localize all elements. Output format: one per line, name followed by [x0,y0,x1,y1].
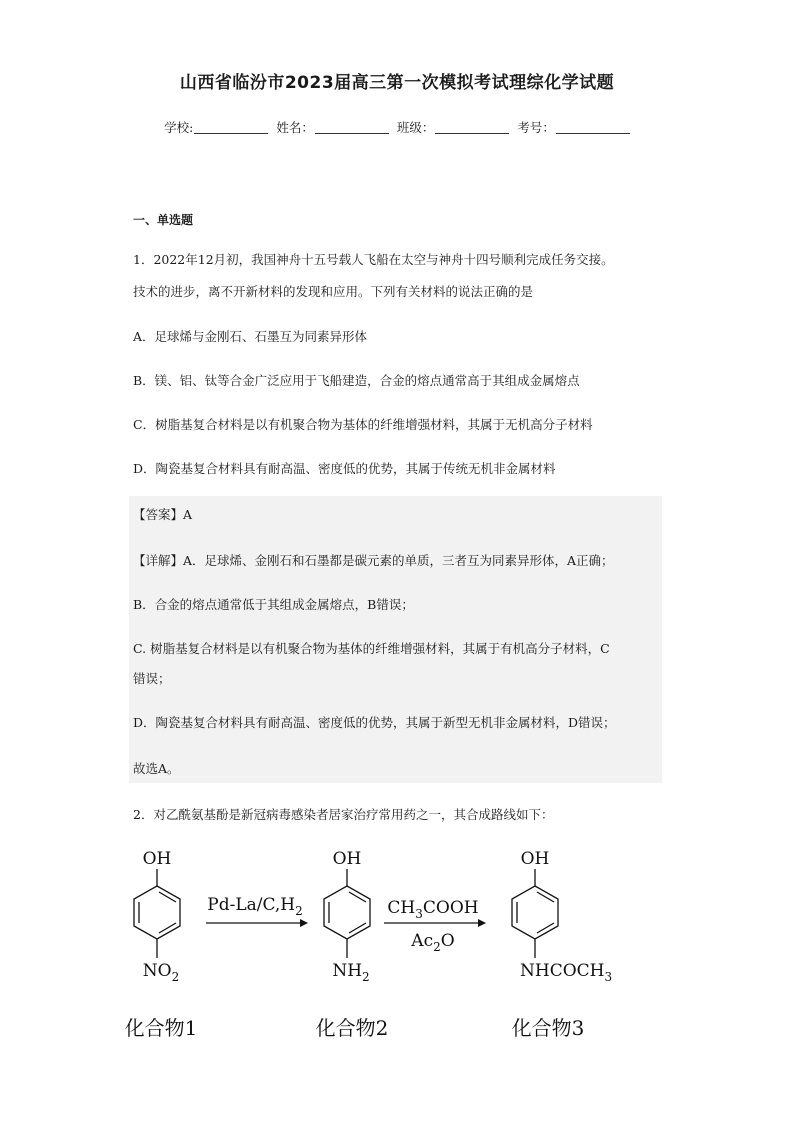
q1-stem-line-1: 1．2022年12月初，我国神舟十五号载人飞船在太空与神舟十四号顺利完成任务交接。 [133,252,614,267]
reagent-1-label: $Pd-La/C,H_2$ [207,895,303,918]
compound-2-double-bond-b [349,892,366,902]
reagent-2-bottom-label: $Ac_2O$ [411,931,455,954]
compound-3-double-bond-c [537,923,554,933]
exam-no-field[interactable] [517,118,630,136]
compound-1-double-bond-b [159,892,176,902]
reagent-2-top-label: $CH_3COOH$ [387,898,479,921]
compound-1-no2-label: $NO_2$ [142,961,180,984]
compound-2-oh-label: OH [332,849,362,869]
exam-no-blank[interactable] [556,121,630,134]
q1-detail-a: 【详解】A．足球烯、金刚石和石墨都是碳元素的单质，三者互为同素异形体，A正确； [133,553,614,568]
arrow-1-head [300,919,308,927]
school-field[interactable] [164,118,268,136]
compound-2-label: 化合物2 [315,1016,389,1040]
compound-3-benzene-ring [512,886,558,939]
exam-no-label: 考号： [517,120,555,135]
q1-detail-c-line-1: C. 树脂基复合材料是以有机聚合物为基体的纤维增强材料，其属于有机高分子材料，C [133,641,610,656]
reaction-arrow-1 [206,895,308,927]
q2-stem: 2．对乙酰氨基酚是新冠病毒感染者居家治疗常用药之一，其合成路线如下： [133,807,554,822]
q1-option-c: C．树脂基复合材料是以有机聚合物为基体的纤维增强材料，其属于无机高分子材料 [133,417,593,432]
q1-conclusion: 故选A。 [133,761,180,776]
class-label: 班级： [396,120,435,135]
compound-3-double-bond-b [537,892,554,902]
class-blank[interactable] [435,121,509,134]
q1-detail-b: B．合金的熔点通常低于其组成金属熔点，B错误； [133,597,414,612]
arrow-2-head [478,919,486,927]
name-label: 姓名： [276,120,314,135]
name-blank[interactable] [315,121,389,134]
compound-3-structure [512,849,612,1040]
section-heading: 一、单选题 [133,213,194,227]
q1-answer: 【答案】A [133,507,193,522]
compound-1-benzene-ring [134,886,180,939]
q1-option-d: D．陶瓷基复合材料具有耐高温、密度低的优势，其属于传统无机非金属材料 [133,461,556,476]
compound-2-nh2-label: $NH_2$ [332,961,370,984]
compound-1-structure [125,849,198,1040]
reaction-arrow-2 [384,898,486,954]
name-field[interactable] [276,118,389,136]
q1-stem-line-2: 技术的进步，离不开新材料的发现和应用。下列有关材料的说法正确的是 [133,284,534,299]
q1-option-a: A．足球烯与金刚石、石墨互为同素异形体 [133,329,368,344]
compound-1-oh-label: OH [142,849,172,869]
compound-2-structure [316,849,389,1040]
synthesis-scheme [120,838,680,1058]
q1-option-b: B．镁、铝、钛等合金广泛应用于飞船建造，合金的熔点通常高于其组成金属熔点 [133,373,580,388]
compound-2-benzene-ring [324,886,370,939]
page-title: 山西省临汾市2023届高三第一次模拟考试理综化学试题 [179,73,615,93]
q1-detail-d: D．陶瓷基复合材料具有耐高温、密度低的优势，其属于新型无机非金属材料，D错误； [133,715,616,730]
class-field[interactable] [397,118,510,136]
compound-3-label: 化合物3 [511,1016,585,1040]
compound-3-nhcoch3-label: $NHCOCH_3$ [520,961,613,984]
compound-3-oh-label: OH [520,849,550,869]
compound-1-double-bond-c [159,923,176,933]
compound-2-double-bond-c [349,923,366,933]
student-info-line [0,118,794,136]
compound-1-label: 化合物1 [124,1016,198,1040]
school-label: 学校: [164,120,194,135]
school-blank[interactable] [194,121,268,134]
q1-detail-c-line-2: 错误； [133,671,171,686]
